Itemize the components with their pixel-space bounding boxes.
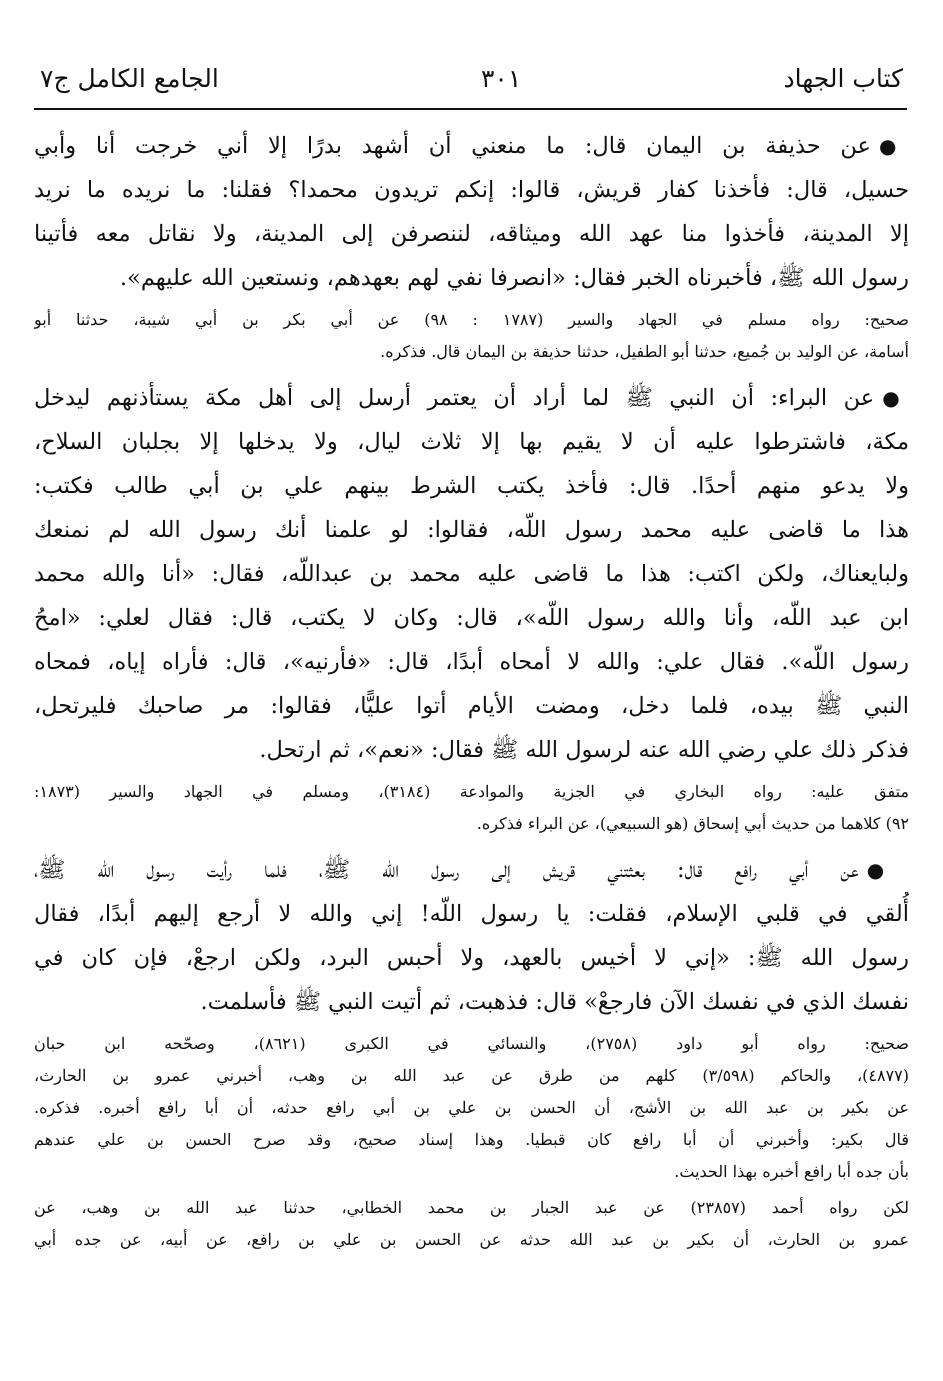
hadith-text-line: أُلقي في قلبي الإسلام، فقلت: يا رسول اللّه! إني والله لا أرجع إليهم أبدًا، فقال bbox=[34, 901, 909, 927]
takhrij-note-line: أسامة، عن الوليد بن جُميع، حدثنا أبو الطفيل، حدثنا حذيفة بن اليمان قال. فذكره. bbox=[380, 342, 909, 361]
hadith-text-line: هذا ما قاضى عليه محمد رسول اللّه، فقالوا: لو علمنا أنك رسول الله لم نمنعك bbox=[34, 517, 909, 543]
chapter-title: كتاب الجهاد bbox=[783, 63, 903, 93]
hadith-block bbox=[34, 848, 909, 1256]
takhrij-note-line: متفق عليه: رواه البخاري في الجزية والموادعة (٣١٨٤)، ومسلم في الجهاد والسير (١٨٧٣: bbox=[34, 782, 909, 801]
header-divider bbox=[34, 108, 907, 110]
page-body bbox=[34, 124, 909, 1256]
bullet-icon: ● bbox=[878, 134, 909, 158]
hadith-text-line: حسيل، قال: فأخذنا كفار قريش، قالوا: إنكم تريدون محمدا؟ فقلنا: ما نريده ما نريد bbox=[34, 177, 909, 203]
bullet-icon: ● bbox=[866, 858, 909, 882]
hadith-text-line: فذكر ذلك علي رضي الله عنه لرسول الله ﷺ فقال: «نعم»، ثم ارتحل. bbox=[259, 737, 909, 763]
takhrij-note-line: بأن جده أبا رافع أخبره بهذا الحديث. bbox=[674, 1162, 909, 1181]
takhrij-note-line: عمرو بن الحارث، أن بكير بن عبد الله حدثه عن الحسن بن علي بن رافع، عن أبيه، عن جده أبي bbox=[34, 1230, 909, 1249]
book-title: الجامع الكامل ج٧ bbox=[40, 63, 219, 93]
hadith-block bbox=[34, 124, 909, 368]
takhrij-note-line: صحيح: رواه أبو داود (٢٧٥٨)، والنسائي في الكبرى (٨٦٢١)، وصحّحه ابن حبان bbox=[34, 1034, 909, 1053]
hadith-text-line: إلا المدينة، فأخذوا منا عهد الله وميثاقه، لننصرفن إلى المدينة، ولا نقاتل معه فأتينا bbox=[34, 221, 909, 247]
hadith-text-line: رسول اللّه». فقال علي: والله لا أمحاه أبدًا، قال: «فأرنيه»، قال: فأراه إياه، فمحاه bbox=[34, 649, 909, 675]
page-header bbox=[40, 58, 903, 98]
bullet-icon: ● bbox=[882, 386, 909, 410]
hadith-text-line: رسول الله ﷺ، فأخبرناه الخبر فقال: «انصرفا نفي لهم بعهدهم، ونستعين الله عليهم». bbox=[119, 265, 909, 291]
hadith-text-line: ●عن حذيفة بن اليمان قال: ما منعني أن أشهد بدرًا إلا أني خرجت أنا وأبي bbox=[34, 133, 909, 159]
hadith-text-line: ●عن أبي رافع قال: بعثتني قريش إلى رسول الله ﷺ، فلما رأيت رسول الله ﷺ، bbox=[34, 857, 909, 883]
hadith-text-line: رسول الله ﷺ: «إني لا أخيس بالعهد، ولا أحبس البرد، ولكن ارجعْ، فإن كان في bbox=[34, 945, 909, 971]
hadith-text-line: ●عن البراء: أن النبي ﷺ لما أراد أن يعتمر أرسل إلى أهل مكة يستأذنهم ليدخل bbox=[34, 385, 909, 411]
hadith-text-line: ولبايعناك، ولكن اكتب: هذا ما قاضى عليه محمد بن عبداللّه، فقال: «أنا والله محمد bbox=[34, 561, 909, 587]
takhrij-note-line: لكن رواه أحمد (٢٣٨٥٧) عن عبد الجبار بن محمد الخطابي، حدثنا عبد الله بن وهب، عن bbox=[34, 1198, 909, 1217]
takhrij-note-line: (٤٨٧٧)، والحاكم (٣/٥٩٨) كلهم من طرق عن عبد الله بن وهب، أخبرني عمرو بن الحارث، bbox=[34, 1066, 909, 1085]
hadith-block bbox=[34, 376, 909, 840]
takhrij-note-line: صحيح: رواه مسلم في الجهاد والسير (١٧٨٧ : ٩٨) عن أبي بكر بن أبي شيبة، حدثنا أبو bbox=[34, 310, 909, 329]
hadith-text-line: مكة، فاشترطوا عليه أن لا يقيم بها إلا ثلاث ليال، ولا يدخلها إلا بجلبان السلاح، bbox=[34, 429, 909, 455]
takhrij-note-line: عن بكير بن عبد الله بن الأشج، أن الحسن بن علي بن أبي رافع حدثه، أن أبا رافع أخبره. فذكره. bbox=[34, 1098, 909, 1117]
takhrij-note-line: ٩٢) كلاهما من حديث أبي إسحاق (هو السبيعي)، عن البراء فذكره. bbox=[476, 814, 909, 833]
hadith-text-line: نفسك الذي في نفسك الآن فارجعْ» قال: فذهبت، ثم أتيت النبي ﷺ فأسلمت. bbox=[200, 989, 909, 1015]
hadith-text-line: النبي ﷺ بيده، فلما دخل، ومضت الأيام أتوا عليًّا، فقالوا: مر صاحبك فليرتحل، bbox=[34, 693, 909, 719]
page-number: ٣٠١ bbox=[480, 63, 522, 93]
takhrij-note-line: قال بكير: وأخبرني أن أبا رافع كان قبطيا. وهذا إسناد صحيح، وقد صرح الحسن بن علي عندهم bbox=[34, 1130, 909, 1149]
hadith-text-line: ابن عبد اللّه، وأنا والله رسول اللّه»، قال: وكان لا يكتب، قال: فقال لعلي: «امحُ bbox=[34, 605, 909, 631]
hadith-text-line: ولا يدعو منهم أحدًا. قال: فأخذ يكتب الشرط بينهم علي بن أبي طالب فكتب: bbox=[34, 473, 909, 499]
